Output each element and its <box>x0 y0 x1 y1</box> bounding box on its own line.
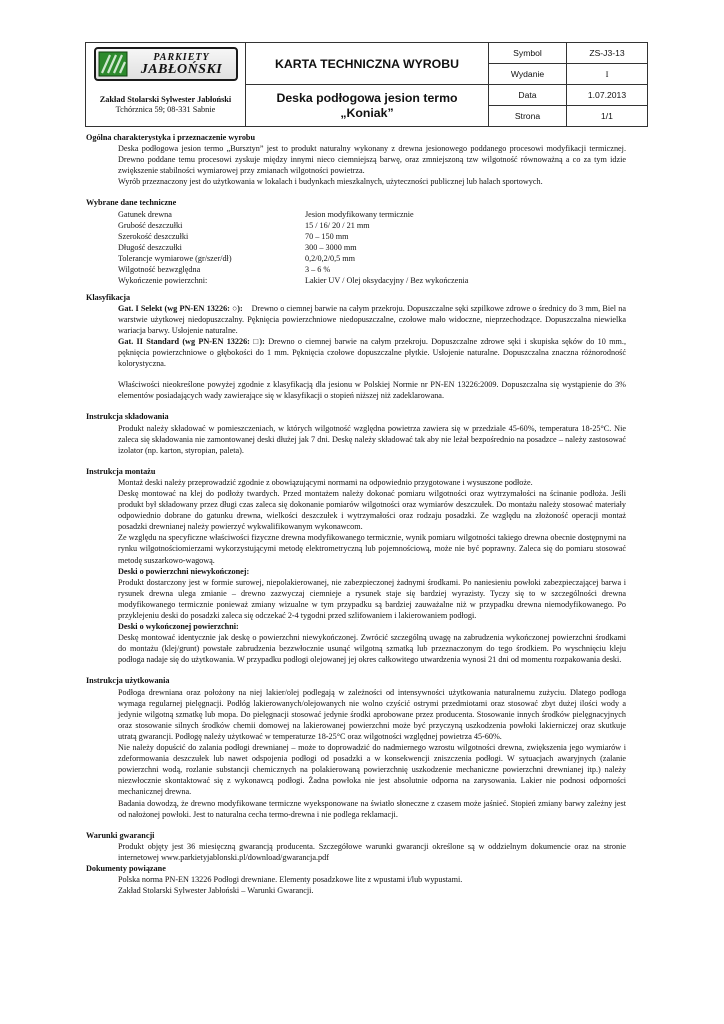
grade-2-text: Drewno o ciemnej barwie na całym przekroju. Dopuszczalne zdrowe sęki i skupiska sęków do 10 mm., pęknięcia powierzchniowe o głębokości do 1 mm. Pęknięcia czołowe dopuszczalne płytkie. Usłojenie naturalne. Dopuszczalna znaczna różnorodność kolorystyczna. <box>118 336 626 369</box>
paragraph: Produkt dostarczony jest w formie surowej, niepolakierowanej, nie zabezpieczonej żadnymi środkami. Po naniesieniu powłoki zabezpieczającej barwa i rysunek drewna ulega zmianie – drewno zazwyczaj ciemnieje a rysunek staje się bardziej wyrazisty. Tyczy się to w szczególności drewna modyfikowanego termicznie ponieważ zmiany wizualne w tym przypadku są bardziej zauważalne niż w przypadku drewna niemodyfikowanego. Po przyklejeniu deski do posadzki zaleca się odczekać 2-4 tygodni przed szlifowaniem i lakierowaniem podłogi. <box>118 577 626 620</box>
table-row <box>118 220 468 231</box>
section-heading: Klasyfikacja <box>86 292 131 302</box>
tech-key: Gatunek drewna <box>118 209 172 219</box>
meta-value: I <box>567 64 648 85</box>
company-cell <box>86 85 246 127</box>
tech-value: 70 – 150 mm <box>305 231 349 241</box>
paragraph: Montaż deski należy przeprowadzić zgodnie z obowiązującymi normami na odpowiednio przygotowane i wysuszone podłoże. <box>118 477 533 487</box>
product-title-line1: Deska podłogowa jesion termo <box>276 90 458 105</box>
section-heading: Warunki gwarancji <box>86 830 155 840</box>
section-heading: Dokumenty powiązane <box>86 863 166 873</box>
company-name: Zakład Stolarski Sylwester Jabłoński <box>99 95 232 105</box>
tech-key: Wilgotność bezwzględna <box>118 264 201 274</box>
meta-label: Symbol <box>489 43 567 64</box>
grade-1-label: Gat. I Selekt (wg PN-EN 13226: ○): <box>118 303 243 313</box>
tech-value: 3 – 6 % <box>305 264 331 274</box>
tech-key: Szerokość deszczułki <box>118 231 189 241</box>
paragraph: Deskę montować identycznie jak deskę o powierzchni niewykończonej. Zwrócić szczególną uwagę na zabrudzenia wykończonej powierzchni środkami do montażu (klej/grunt) powstałe zabrudzenia bezzwłocznie usunąć wilgotną szmatką lub przeznaczonym do tego środkiem. Po wyschnięciu kleju podłoga nadaje się do użytkowania. W przypadku podłogi olejowanej jej okres całkowitego utwardzenia wynosi 21 dni od momentu rozpakowania deski. <box>118 633 626 665</box>
paragraph: Deska podłogowa jesion termo „Bursztyn” jest to produkt naturalny wykonany z drewna jesionowego poddanego procesowi modyfikacji termicznej. Drewno poddane temu procesowi zyskuje między innymi nieco ciemniejszą barwę, oraz zmniejszoną tzw wilgotność równoważną a co za tym idzie zwiększenie stabilności wymiarowej przy zmianach wilgotności powietrza. <box>118 144 626 176</box>
company-logo <box>94 47 238 81</box>
section-heading: Ogólna charakterystyka i przeznaczenie wyrobu <box>86 133 256 142</box>
section-heading: Instrukcja montażu <box>86 466 156 476</box>
company-address: Tchórznica 59; 08-331 Sabnie <box>115 105 216 115</box>
meta-value: 1.07.2013 <box>567 85 648 106</box>
tech-value: Jesion modyfikowany termicznie <box>305 209 414 219</box>
tech-key: Tolerancje wymiarowe (gr/szer/dł) <box>118 253 232 263</box>
doc-title: KARTA TECHNICZNA WYROBU <box>246 43 489 85</box>
table-row <box>118 242 468 253</box>
tech-data-table <box>118 209 468 286</box>
meta-value: ZS-J3-13 <box>567 43 648 64</box>
tech-value: 300 – 3000 mm <box>305 242 357 252</box>
section-heading: Instrukcja użytkowania <box>86 676 170 686</box>
grade-2-label: Gat. II Standard (wg PN-EN 13226: □): <box>118 336 265 346</box>
paragraph: Wyrób przeznaczony jest do użytkowania w lokalach i budynkach mieszkalnych, użyteczności publicznej lub halach sportowych. <box>118 177 543 187</box>
table-row <box>118 253 468 264</box>
logo-cell <box>86 43 246 85</box>
tech-key: Grubość deszczułki <box>118 220 183 230</box>
grade-1 <box>118 303 626 336</box>
product-title-line2: „Koniak” <box>340 105 394 120</box>
subsection-heading: Deski o wykończonej powierzchni: <box>118 622 239 632</box>
product-cell <box>246 85 489 127</box>
paragraph: Deskę montować na klej do podłoży twardych. Przed montażem należy dokonać pomiaru wilgotności oraz wytrzymałości na ścinanie podłoża. Jeśli produkt był składowany przez długi czas zaleca się dokonanie pomiarów wilgotności oraz wymiarów deszczułek. Do montażu należy stosować materiały odpowiednio dobrane do gatunku drewna, wielkości deszczułek i wytrzymałości oraz rodzaju posadzki. Ze względu na złożoność operacji montaż posadzki drewnianej należy powierzyć wykwalifikowanym wykonawcom. <box>118 488 626 532</box>
table-row <box>118 231 468 242</box>
tech-value: Lakier UV / Olej oksydacyjny / Bez wykończenia <box>305 275 469 285</box>
logo-line2: JABŁOŃSKI <box>140 61 223 77</box>
tech-value: 15 / 16/ 20 / 21 mm <box>305 220 370 230</box>
table-row <box>118 209 468 220</box>
grade-1-text: Drewno o ciemnej barwie na całym przekroju. Dopuszczalne sęki szpilkowe zdrowe o średnicy do 3 mm, Biel na warstwie użytkowej niedopuszczalny. Pęknięcia powierzchniowe niedopuszczalne, czołowe mało widoczne, nieprzechodzące. Dopuszczalna niewielka wariacja barwy. Usłojenie naturalne. <box>118 303 626 335</box>
table-row <box>118 264 468 275</box>
section-heading: Wybrane dane techniczne <box>86 198 177 208</box>
meta-label: Wydanie <box>489 64 567 85</box>
subsection-heading: Deski o powierzchni niewykończonej: <box>118 566 250 576</box>
list-item: Polska norma PN-EN 13226 Podłogi drewniane. Elementy posadzkowe lite z wpustami i/lub wypustami. <box>118 875 463 885</box>
header-table <box>85 42 648 127</box>
section-heading: Instrukcja składowania <box>86 412 169 422</box>
logo-line1: PARKIETY <box>153 51 210 63</box>
parquet-icon <box>98 51 128 77</box>
paragraph: Produkt należy składować w pomieszczeniach, w których wilgotność względna powietrza zawiera się w przedziale 45-60%, temperatura 18-25°C. Nie zaleca się składowania nie zamontowanej deski dłużej jak 7 dni. Deskę należy składować tak aby nie leżał bezpośrednio na posadzce – należy zastosować izolator (np. karton, styropian, paleta). <box>118 423 626 455</box>
tech-key: Wykończenie powierzchni: <box>118 275 208 285</box>
meta-label: Strona <box>489 106 567 127</box>
table-row <box>118 275 468 286</box>
paragraph: Produkt objęty jest 36 miesięczną gwarancją producenta. Szczegółowe warunki gwarancji określone są w oddzielnym dokumencie oraz na stronie internetowej www.parkietyjablonski.pl/download/gwarancja.pdf <box>118 841 626 862</box>
paragraph: Ze względu na specyficzne właściwości fizyczne drewna modyfikowanego termicznie, wynik pomiaru wilgotności takiego drewna obecnie dostępnymi na rynku wilgotnościomierzami wykorzystującymi metodę elektrometryczną lub pojemnościową, może nie być poprawny. Zaleca się do pomiaru stosować metodę suszarkowo-wagową. <box>118 533 626 565</box>
paragraph: Właściwości nieokreślone powyżej zgodnie z klasyfikacją dla jesionu w Polskiej Normie nr PN-EN 13226:2009. Dopuszczalna się wystąpienie do 3% elementów posiadających wady zawierające się w klasyfikacji o stopień niższej niż zadeklarowana. <box>118 380 626 401</box>
document-body <box>86 132 626 896</box>
tech-key: Długość deszczułki <box>118 242 182 252</box>
grade-2 <box>118 336 626 369</box>
meta-label: Data <box>489 85 567 106</box>
meta-value: 1/1 <box>567 106 648 127</box>
paragraph: Podłoga drewniana oraz położony na niej lakier/olej podlegają w zależności od intensywności użytkowania naturalnemu zużyciu. Dlatego podłoga wymaga regularnej pielęgnacji. Podłóg lakierowanych/olejowanych nie wolno czyścić ostrymi przedmiotami oraz stosować zbyt dużej ilości wody a jedynie wilgotną szmatkę lub mopa. Do pielęgnacji stosować jedynie środki aprobowane przez producenta. Stosowanie innych środków pielęgnacyjnych oraz stosowanie silnych środków chemii domowej na lakierowanej powierzchni może być przyczyną uszkodzenia powłoki lakierniczej oraz skutkuje utratą gwarancji. Podłogę należy użytkować w temperaturze 18-25°C oraz wilgotności względnej powietrza 45-60%. <box>118 687 626 741</box>
paragraph: Badania dowodzą, że drewno modyfikowane termiczne wyeksponowane na światło słoneczne z czasem może jaśnieć. Stopień zmiany barwy zależny jest od nałożonej powłoki. Jest to naturalna cecha termo-drewna i nie podlega reklamacji. <box>118 798 626 819</box>
tech-value: 0,2/0,2/0,5 mm <box>305 253 356 263</box>
paragraph: Nie należy dopuścić do zalania podłogi drewnianej – może to doprowadzić do nadmiernego wzrostu wilgotności drewna, zwiększenia jego wymiarów i zdeformowania deszczułek lub nawet odspojenia podłogi od posadzki a w konsekwencji zniszczenia podłogi. W sytuacjach awaryjnych (zalanie powierzchni wodą, rozlanie substancji chemicznych na polakierowaną powierzchnię uszkodzenie mechaniczne powierzchni drewnianej itp.) należy niezwłocznie skontaktować się z wykonawcą podłogi. Żadna powłoka nie jest absolutnie odporna na zarysowania. Lakier nie podnosi odporności mechanicznej drewna. <box>118 743 626 797</box>
list-item: Zakład Stolarski Sylwester Jabłoński – Warunki Gwarancji. <box>118 886 314 896</box>
